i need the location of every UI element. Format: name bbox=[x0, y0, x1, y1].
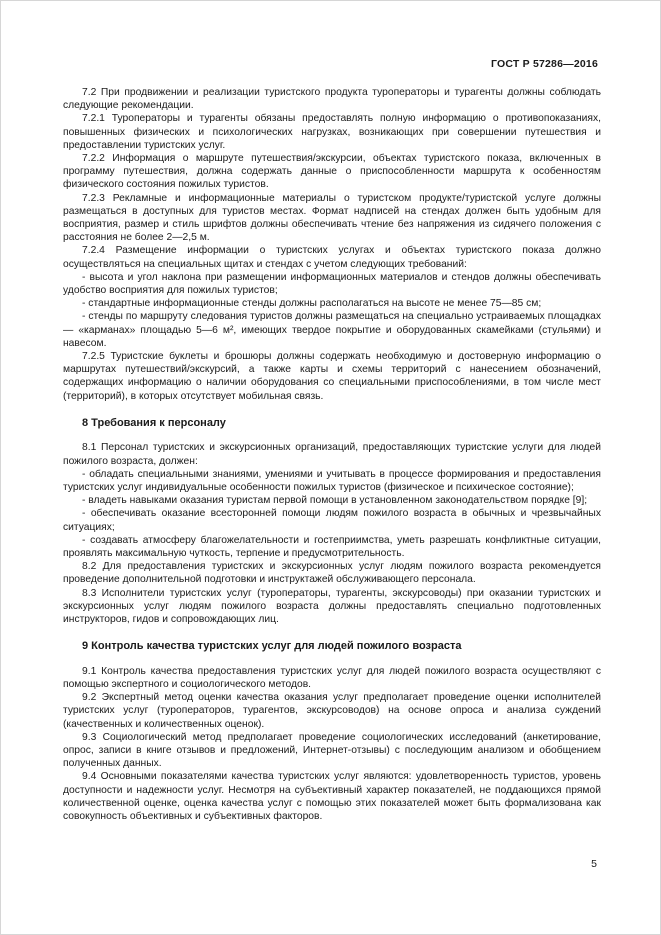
document-body bbox=[63, 86, 601, 823]
body-paragraph: - обеспечивать оказание всесторонней помощи людям пожилого возраста в обычных и чрезвычайных ситуациях; bbox=[63, 508, 601, 533]
body-paragraph: - стенды по маршруту следования туристов должны размещаться на специально устраиваемых площадках — «карманах» площадью 5—6 м², имеющих твердое покрытие и оборудованных скамейками (стульями) и навесом. bbox=[63, 311, 601, 349]
body-paragraph: - высота и угол наклона при размещении информационных материалов и стендов должны обеспечивать удобство восприятия для пожилых туристов; bbox=[63, 271, 601, 297]
document-number: ГОСТ Р 57286—2016 bbox=[490, 58, 598, 70]
body-paragraph: 8.2 Для предоставления туристских и экскурсионных услуг людям пожилого возраста рекомендуется проведение дополнительной подготовки и инструктажей обслуживающего персонала. bbox=[63, 561, 601, 586]
section-heading: 8 Требования к персоналу bbox=[82, 416, 226, 429]
body-paragraph: 9.4 Основными показателями качества туристских услуг являются: удовлетворенность туристов, уровень доступности и надежности услуг. Несмотря на субъективный характер показателей, не поддающихся прямой количественной оценке, оценка качества услуг с помощью этих показателей может быть формализована как совокупность объективных и субъективных факторов. bbox=[63, 771, 601, 822]
page-number: 5 bbox=[591, 858, 597, 870]
body-paragraph: 7.2.5 Туристские буклеты и брошюры должны содержать необходимую и достоверную информацию о маршрутах путешествий/экскурсий, а также карты и схемы территорий с нанесением обозначений, содержащих информацию о наличии оборудования со специальными приспособлениями, в том числе мест (территорий), в которых отсутствует мобильная связь. bbox=[63, 351, 601, 402]
body-paragraph: 9.1 Контроль качества предоставления туристских услуг для людей пожилого возраста осуществляют с помощью экспертного и социологического методов. bbox=[63, 665, 601, 690]
body-paragraph: 7.2.1 Туроператоры и турагенты обязаны предоставлять полную информацию о противопоказаниях, повышенных физических и психологических нагрузках, возникающих при совершении путешествия и предоставлении туристских услуг. bbox=[63, 113, 601, 151]
body-paragraph: 9.3 Социологический метод предполагает проведение социологических исследований (анкетирование, опрос, записи в книге отзывов и предложений, Интернет-отзывы) с последующим анализом и обобщением полученных данных. bbox=[63, 731, 601, 770]
body-paragraph: 9.2 Экспертный метод оценки качества оказания услуг предполагает проведение оценки исполнителей туристских услуг (туроператоров, турагентов, экскурсоводов) на основе опроса и анализа суждений (качественных и количественных оценок). bbox=[63, 692, 601, 730]
body-paragraph: 7.2.2 Информация о маршруте путешествия/экскурсии, объектах туристского показа, включенных в программу путешествия, должна содержать данные о приспособленности маршрута к особенностям физического состояния пожилых туристов. bbox=[63, 153, 601, 191]
body-paragraph: 7.2.3 Рекламные и информационные материалы о туристском продукте/туристской услуге должны размещаться в доступных для туристов местах. Формат надписей на стендах должен быть удобным для восприятия, размер и стиль шрифтов должны обеспечивать чтение без напряжения из сидячего положения с расстояния не более 2—2,5 м. bbox=[63, 192, 601, 244]
body-paragraph: - обладать специальными знаниями, умениями и учитывать в процессе формирования и предоставления туристских услуг индивидуальные особенности пожилых туристов (физическое и психическое состояние); bbox=[63, 468, 601, 493]
body-paragraph: 7.2 При продвижении и реализации туристского продукта туроператоры и турагенты должны соблюдать следующие рекомендации. bbox=[63, 87, 601, 112]
body-paragraph: - владеть навыками оказания туристам первой помощи в установленном законодательством порядке [9]; bbox=[82, 495, 588, 507]
body-paragraph: 8.1 Персонал туристских и экскурсионных организаций, предоставляющих туристские услуги для людей пожилого возраста, должен: bbox=[63, 442, 601, 467]
body-paragraph: - создавать атмосферу благожелательности и гостеприимства, уметь разрешать конфликтные ситуации, проявлять максимальную чуткость, терпение и предусмотрительность. bbox=[63, 534, 601, 559]
section-heading: 9 Контроль качества туристских услуг для людей пожилого возраста bbox=[82, 640, 462, 653]
body-paragraph: - стандартные информационные стенды должны располагаться на высоте не менее 75—85 см; bbox=[82, 298, 542, 310]
body-paragraph: 7.2.4 Размещение информации о туристских услугах и объектах туристского показа должно осуществляться на специальных щитах и стендах с учетом следующих требований: bbox=[63, 245, 601, 270]
body-paragraph: 8.3 Исполнители туристских услуг (туроператоры, турагенты, экскурсоводы) при оказании туристских и экскурсионных услуг людям пожилого возраста должны предоставлять специально подготовленных инструкторов, гидов и сопровождающих лиц. bbox=[63, 587, 601, 626]
